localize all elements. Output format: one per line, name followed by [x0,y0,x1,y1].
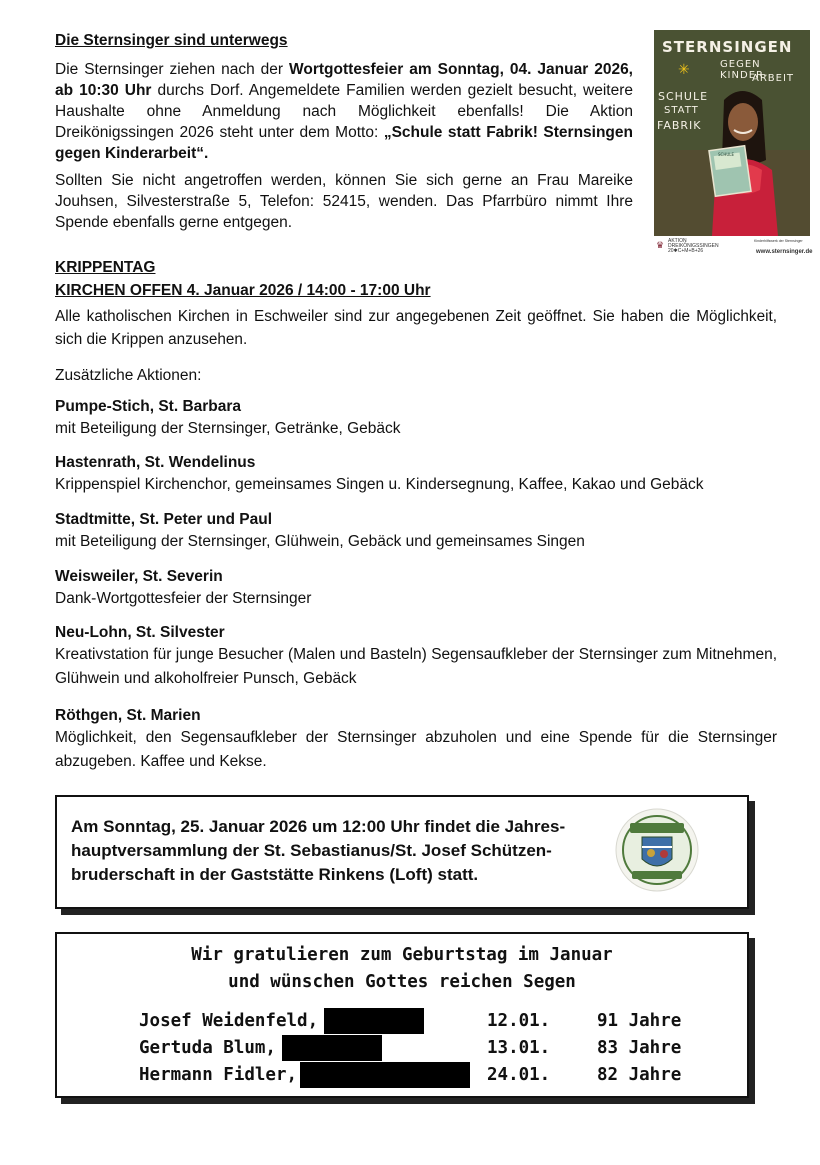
sternsinger-heading: Die Sternsinger sind unterwegs [55,32,288,49]
poster-footer-mid: Kinderhilfswerk der Sternsinger [754,239,803,243]
sternsinger-paragraph-1 [55,59,633,164]
krippentag-subheading: KIRCHEN OFFEN 4. Januar 2026 / 14:00 - 17:00 Uhr [55,282,431,299]
church-item [55,706,777,774]
birthday-row [139,1008,719,1034]
meeting-notice-box [55,795,749,909]
p1-text-a: Die Sternsinger ziehen nach der [55,61,290,78]
church-desc: mit Beteiligung der Sternsinger, Glühwein, Gebäck und gemeinsames Singen [55,533,585,550]
church-desc: Dank-Wortgottesfeier der Sternsinger [55,590,312,607]
birthday-name: Hermann Fidler, [139,1065,298,1085]
meeting-text: Am Sonntag, 25. Januar 2026 um 12:00 Uhr findet die Jahres-hauptversammlung der St. Sebastianus/St. Josef Schützen-bruderschaft in der Gaststätte Rinkens (Loft) statt. [71,817,566,884]
sternsingen-poster [654,30,813,258]
church-item [55,623,777,691]
birthday-age: 83 Jahre [597,1038,682,1058]
birthday-date: 12.01. [487,1011,551,1031]
poster-school-3: FABRIK [657,119,702,132]
birthday-row [139,1062,719,1088]
sternsinger-paragraph-2: Sollten Sie nicht angetroffen werden, können Sie sich gerne an Frau Mareike Jouhsen, Silvesterstraße 5, Telefon: 52415, wenden. Das Pfarrbüro nimmt Ihre Spende ebenfalls gerne entgegen. [55,172,633,231]
brotherhood-emblem-icon [614,807,700,893]
poster-footer [654,238,813,258]
redaction-bar [324,1008,424,1034]
star-icon: ✳ [678,62,691,78]
p1-text-c: durchs Dorf. Angemeldete Familien werden gezielt besucht, weitere Haushalte ohne Anmeldung nach Möglichkeit ebenfalls! Die Aktion Dreikönigssingen 2026 steht unter dem Motto: [55,82,633,141]
extra-actions-text: Zusätzliche Aktionen: [55,367,202,384]
poster-book-text: SCHULE [718,152,735,157]
church-name: Röthgen, St. Marien [55,707,201,724]
poster-school-1: SCHULE [658,90,709,103]
redaction-bar [282,1035,382,1061]
birthday-box [55,932,749,1098]
church-name: Weisweiler, St. Severin [55,568,223,585]
poster-photo [654,30,810,236]
poster-subtitle-2: ARBEIT [752,73,795,84]
krippentag-heading: KRIPPENTAG [55,259,156,276]
poster-footer-left: AKTION DREIKÖNIGSSINGEN 20✱C+M+B+26 [668,238,719,254]
sternsinger-section [55,31,633,233]
krippentag-intro: Alle katholischen Kirchen in Eschweiler sind zur angegebenen Zeit geöffnet. Sie haben die Möglichkeit, sich die Krippen anzusehen. [55,308,777,348]
birthday-heading-1: Wir gratulieren zum Geburtstag im Januar [191,945,613,965]
poster-school-2: STATT [664,105,699,116]
birthday-name: Josef Weidenfeld, [139,1011,319,1031]
redaction-bar [300,1062,470,1088]
poster-title: STERNSINGEN [662,38,793,56]
extra-actions-label [55,365,777,386]
church-name: Hastenrath, St. Wendelinus [55,454,256,471]
church-desc: Möglichkeit, den Segensaufkleber der Sternsinger abzuholen und eine Spende für die Sternsinger abzugeben. Kaffee und Kekse. [55,729,777,770]
p1-motto-bold: „Schule statt Fabrik! Sternsingen gegen Kinderarbeit“. [55,124,633,162]
birthday-heading-2: und wünschen Gottes reichen Segen [228,972,576,992]
poster-footer-url: www.sternsinger.de [756,249,813,255]
church-item [55,397,777,441]
church-desc: mit Beteiligung der Sternsinger, Getränke, Gebäck [55,420,401,437]
birthday-date: 24.01. [487,1065,551,1085]
krippentag-section [55,258,777,351]
poster-subtitle-1: GEGEN KINDER- [720,59,769,81]
p1-date-bold: Wortgottesfeier am Sonntag, 04. Januar 2026, ab 10:30 Uhr [55,61,633,99]
church-name: Pumpe-Stich, St. Barbara [55,398,242,415]
crown-icon: ♛ [656,240,665,250]
church-item [55,567,777,611]
birthday-date: 13.01. [487,1038,551,1058]
birthday-age: 82 Jahre [597,1065,682,1085]
birthday-row [139,1035,719,1061]
church-desc: Kreativstation für junge Besucher (Malen und Basteln) Segensaufkleber der Sternsinger zum Mitnehmen, Glühwein und alkoholfreier Punsch, Gebäck [55,646,777,687]
church-desc: Krippenspiel Kirchenchor, gemeinsames Singen u. Kindersegnung, Kaffee, Kakao und Gebäck [55,476,704,493]
birthday-age: 91 Jahre [597,1011,682,1031]
church-item [55,510,777,554]
birthday-name: Gertuda Blum, [139,1038,276,1058]
church-name: Stadtmitte, St. Peter und Paul [55,511,273,528]
church-name: Neu-Lohn, St. Silvester [55,624,225,641]
church-item [55,453,777,497]
